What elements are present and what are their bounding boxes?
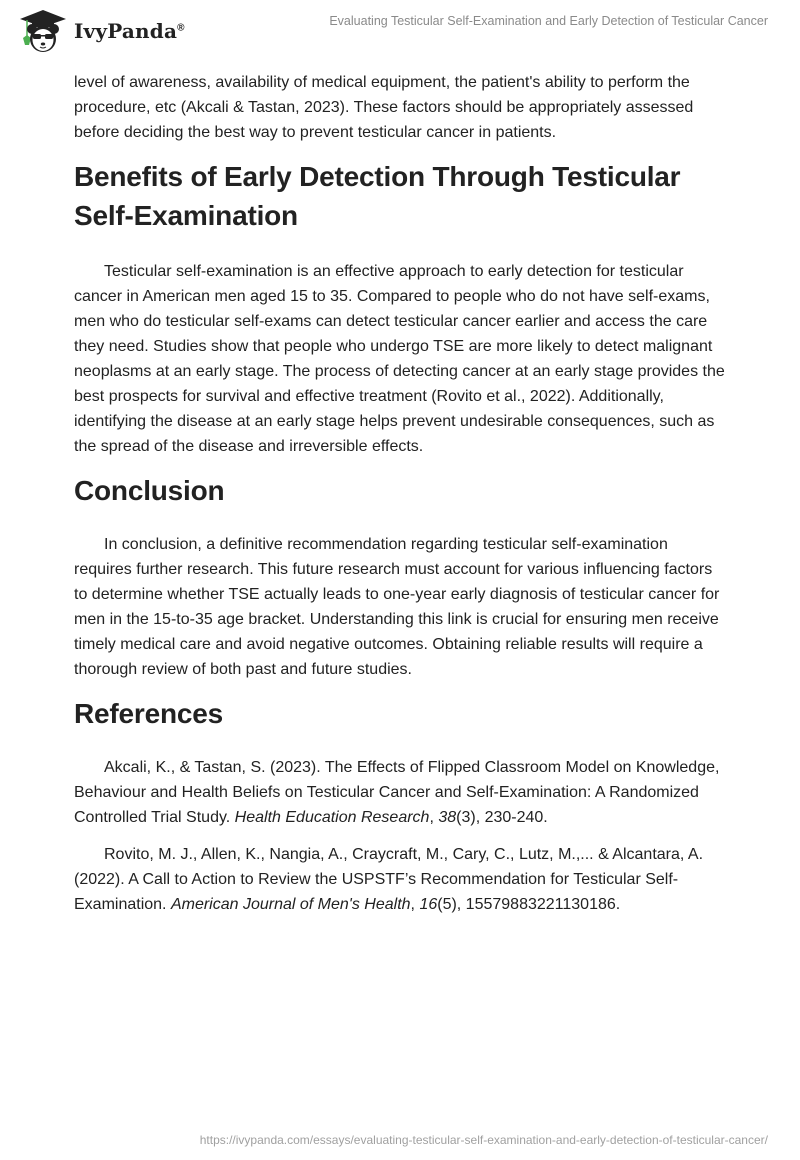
logo-wordmark: IvyPanda® bbox=[74, 19, 185, 43]
footer-url-link[interactable]: https://ivypanda.com/essays/evaluating-testicular-self-examination-and-early-detection-of-testicular-cancer/ bbox=[199, 1133, 768, 1147]
references-heading: References bbox=[74, 698, 223, 729]
section-heading-benefits: Benefits of Early Detection Through Testicular Self-Examination bbox=[74, 161, 681, 231]
reference-volume: 16 bbox=[419, 896, 438, 913]
intro-paragraph: level of awareness, availability of medical equipment, the patient's ability to perform the procedure, etc (Akcali & Tastan, 2023). These factors should be appropriately assessed before deciding the best way to prevent testicular cancer in patients. bbox=[74, 74, 694, 141]
reference-item: Akcali, K., & Tastan, S. (2023). The Effects of Flipped Classroom Model on Knowledge, Behaviour and Health Beliefs on Testicular Cancer and Self-Examination: A Randomized Controlled Trial Study. Health Education Research, 38(3), 230-240. bbox=[74, 759, 720, 826]
section-heading-conclusion: Conclusion bbox=[74, 475, 225, 506]
ivypanda-logo[interactable] bbox=[18, 8, 185, 54]
reference-item: Rovito, M. J., Allen, K., Nangia, A., Craycraft, M., Cary, C., Lutz, M.,... & Alcantara, A. (2022). A Call to Action to Review the USPSTF’s Recommendation for Testicular Self-Examination. American Journal of Men's Health, 16(5), 15579883221130186. bbox=[74, 846, 704, 913]
section-paragraph-benefits: Testicular self-examination is an effective approach to early detection for testicular cancer in American men aged 15 to 35. Compared to people who do not have self-exams, men who do testicular self-exams can detect testicular cancer earlier and access the care they need. Studies show that people who undergo TSE are more likely to detect malignant neoplasms at an early stage. The process of detecting cancer at an early stage provides the best prospects for survival and effective treatment (Rovito et al., 2022). Additionally, identifying the disease at an early stage helps prevent undesirable consequences, such as the spread of the disease and irreversible effects. bbox=[74, 263, 725, 455]
essay-content bbox=[74, 70, 726, 917]
document-title: Evaluating Testicular Self-Examination and Early Detection of Testicular Cancer bbox=[329, 14, 768, 28]
reference-journal: Health Education Research bbox=[234, 809, 430, 826]
page-header bbox=[0, 0, 800, 60]
panda-graduate-logo-icon bbox=[18, 8, 68, 54]
reference-volume: 38 bbox=[438, 809, 457, 826]
reference-journal: American Journal of Men's Health bbox=[170, 896, 411, 913]
section-paragraph-conclusion: In conclusion, a definitive recommendation regarding testicular self-examination requires further research. This future research must account for various influencing factors to determine whether TSE actually leads to one-year early diagnosis of testicular cancer for men in the 15-to-35 age bracket. Understanding this link is crucial for ensuring men receive timely medical care and avoid negative outcomes. Obtaining reliable results will require a thorough review of both past and future studies. bbox=[74, 536, 720, 678]
